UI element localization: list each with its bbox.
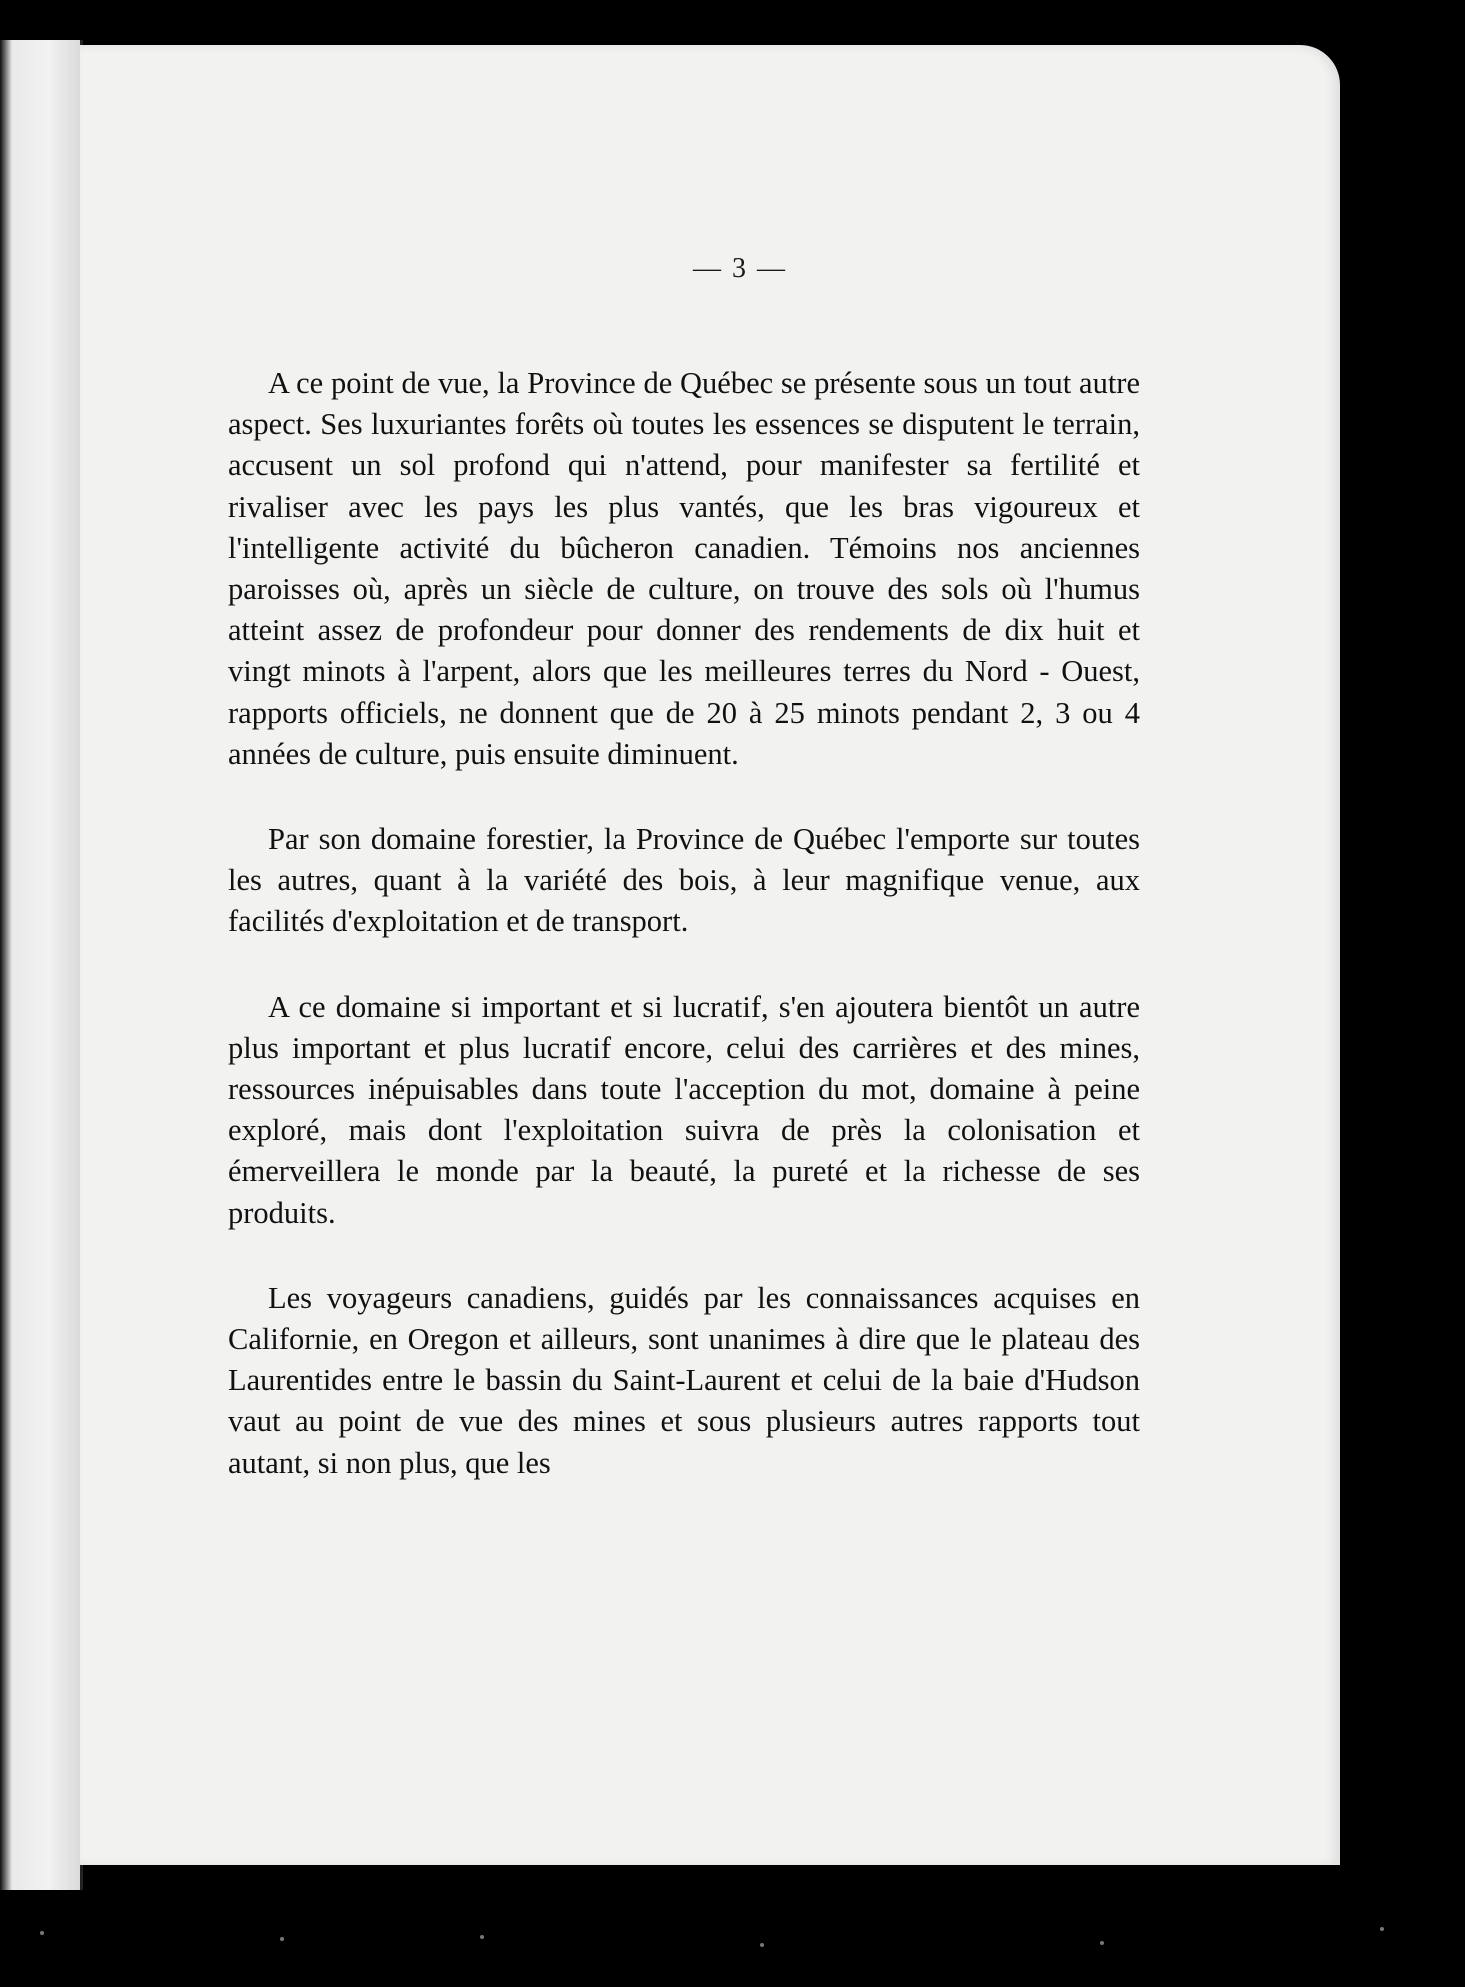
scan-speck (280, 1937, 284, 1941)
scan-speck (40, 1931, 44, 1935)
scan-speck (760, 1943, 764, 1947)
page-number: — 3 — (693, 253, 787, 284)
paragraph: Les voyageurs canadiens, guidés par les connaissances acquises en Californie, en Oregon et ailleurs, sont unanimes à dire que le plateau des Laurentides entre le bassin du Saint-Laurent et celui de la baie d'Hudson vaut au point de vue des mines et sous plusieurs autres rapports tout autant, si non plus, que les (228, 1280, 1140, 1480)
paragraph: A ce point de vue, la Province de Québec se présente sous un tout autre aspect. Ses luxuriantes forêts où toutes les essences se disputent le terrain, accusent un sol profond qui n'attend, pour manifester sa fertilité et rivaliser avec les pays les plus vantés, que les bras vigoureux et l'intelligente activité du bûcheron canadien. Témoins nos anciennes paroisses où, après un siècle de culture, on trouve des sols où l'humus atteint assez de profondeur pour donner des rendements de dix huit et vingt minots à l'arpent, alors que les meilleures terres du Nord - Ouest, rapports officiels, ne donnent que de 20 à 25 minots pendant 2, 3 ou 4 années de culture, puis ensuite diminuent. (228, 366, 1140, 771)
page-body (228, 363, 1140, 1528)
facing-page-edge (0, 40, 83, 1890)
paragraph: Par son domaine forestier, la Province de Québec l'emporte sur toutes les autres, quant à la variété des bois, à leur magnifique venue, aux facilités d'exploitation et de transport. (228, 822, 1140, 939)
scan-speck (1100, 1941, 1104, 1945)
scan-speck (480, 1935, 484, 1939)
scan-speck (1380, 1927, 1384, 1931)
document-page (80, 45, 1340, 1865)
scan-specks (0, 1907, 1465, 1987)
paragraph: A ce domaine si important et si lucratif, s'en ajoutera bientôt un autre plus important et plus lucratif encore, celui des carrières et des mines, ressources inépuisables dans toute l'acception du mot, domaine à peine exploré, mais dont l'exploitation suivra de près la colonisation et émerveillera le monde par la beauté, la pureté et la richesse de ses produits. (228, 989, 1140, 1230)
